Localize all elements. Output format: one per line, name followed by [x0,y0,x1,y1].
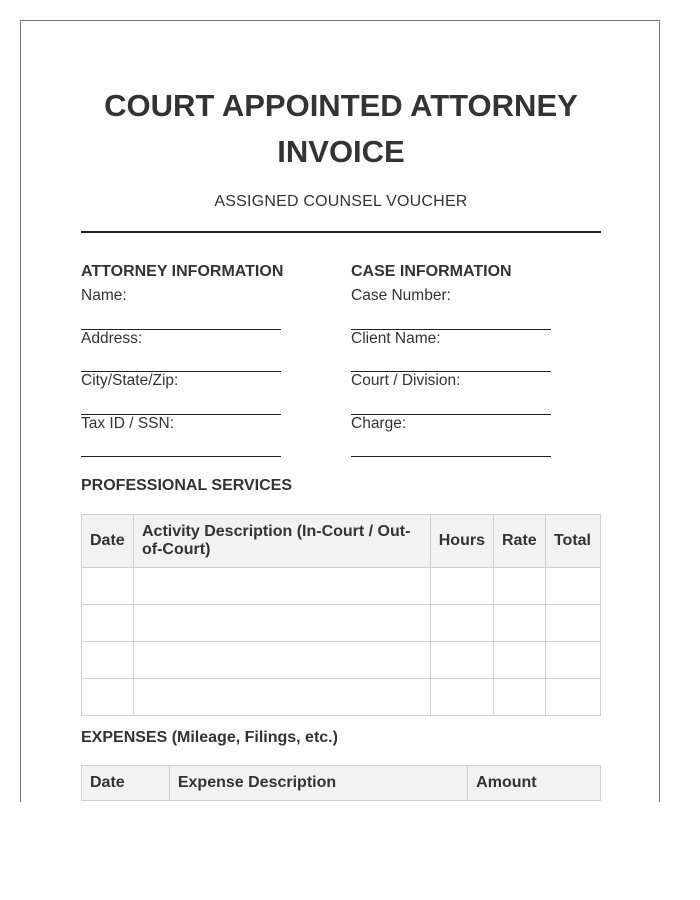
table-cell[interactable] [493,642,545,679]
services-col-hours: Hours [430,515,493,568]
charge-label: Charge: [351,414,407,432]
case-information-heading: CASE INFORMATION [351,263,512,280]
document-subtitle: ASSIGNED COUNSEL VOUCHER [214,193,468,210]
expenses-heading: EXPENSES (Mileage, Filings, etc.) [81,729,338,746]
client-name-field[interactable] [351,330,551,373]
expenses-header-row [82,766,601,801]
document-title: COURT APPOINTED ATTORNEY INVOICE [104,88,578,169]
professional-services-table [81,514,601,716]
table-cell[interactable] [430,642,493,679]
table-cell[interactable] [133,642,430,679]
professional-services-heading: PROFESSIONAL SERVICES [81,477,293,494]
case-number-field[interactable] [351,287,551,330]
attorney-tax-id-field[interactable] [81,415,281,458]
attorney-address-label: Address: [81,329,143,347]
services-header-row [82,515,601,568]
table-cell[interactable] [133,568,430,605]
table-cell[interactable] [493,605,545,642]
table-row [82,642,601,679]
attorney-information-section [81,263,284,457]
attorney-tax-id-label: Tax ID / SSN: [81,414,175,432]
table-cell[interactable] [430,605,493,642]
attorney-name-label: Name: [81,287,127,304]
attorney-city-state-zip-label: City/State/Zip: [81,372,179,389]
table-row [82,568,601,605]
table-cell[interactable] [133,605,430,642]
table-cell[interactable] [493,568,545,605]
case-information-section [351,263,551,457]
table-cell[interactable] [430,679,493,716]
expenses-col-description: Expense Description [169,766,467,801]
expenses-col-amount: Amount [468,766,601,801]
table-cell[interactable] [545,679,600,716]
services-col-rate: Rate [493,515,545,568]
court-division-field[interactable] [351,372,551,415]
attorney-address-field[interactable] [81,330,281,373]
table-cell[interactable] [82,679,134,716]
table-cell[interactable] [545,568,600,605]
invoice-page [20,20,660,802]
table-cell[interactable] [493,679,545,716]
header-divider [81,231,601,233]
court-division-label: Court / Division: [351,372,461,389]
attorney-city-state-zip-field[interactable] [81,372,281,415]
client-name-label: Client Name: [351,329,441,347]
table-cell[interactable] [82,605,134,642]
table-cell[interactable] [82,642,134,679]
table-cell[interactable] [545,642,600,679]
table-cell[interactable] [133,679,430,716]
table-cell[interactable] [82,568,134,605]
attorney-information-heading: ATTORNEY INFORMATION [81,263,284,280]
expenses-table [81,765,601,801]
charge-field[interactable] [351,415,551,458]
expenses-col-date: Date [82,766,170,801]
table-row [82,679,601,716]
table-cell[interactable] [430,568,493,605]
table-cell[interactable] [545,605,600,642]
table-row [82,605,601,642]
attorney-name-field[interactable] [81,287,281,330]
services-col-date: Date [82,515,134,568]
services-col-activity: Activity Description (In-Court / Out-of-Court) [133,515,430,568]
services-col-total: Total [545,515,600,568]
case-number-label: Case Number: [351,287,451,304]
